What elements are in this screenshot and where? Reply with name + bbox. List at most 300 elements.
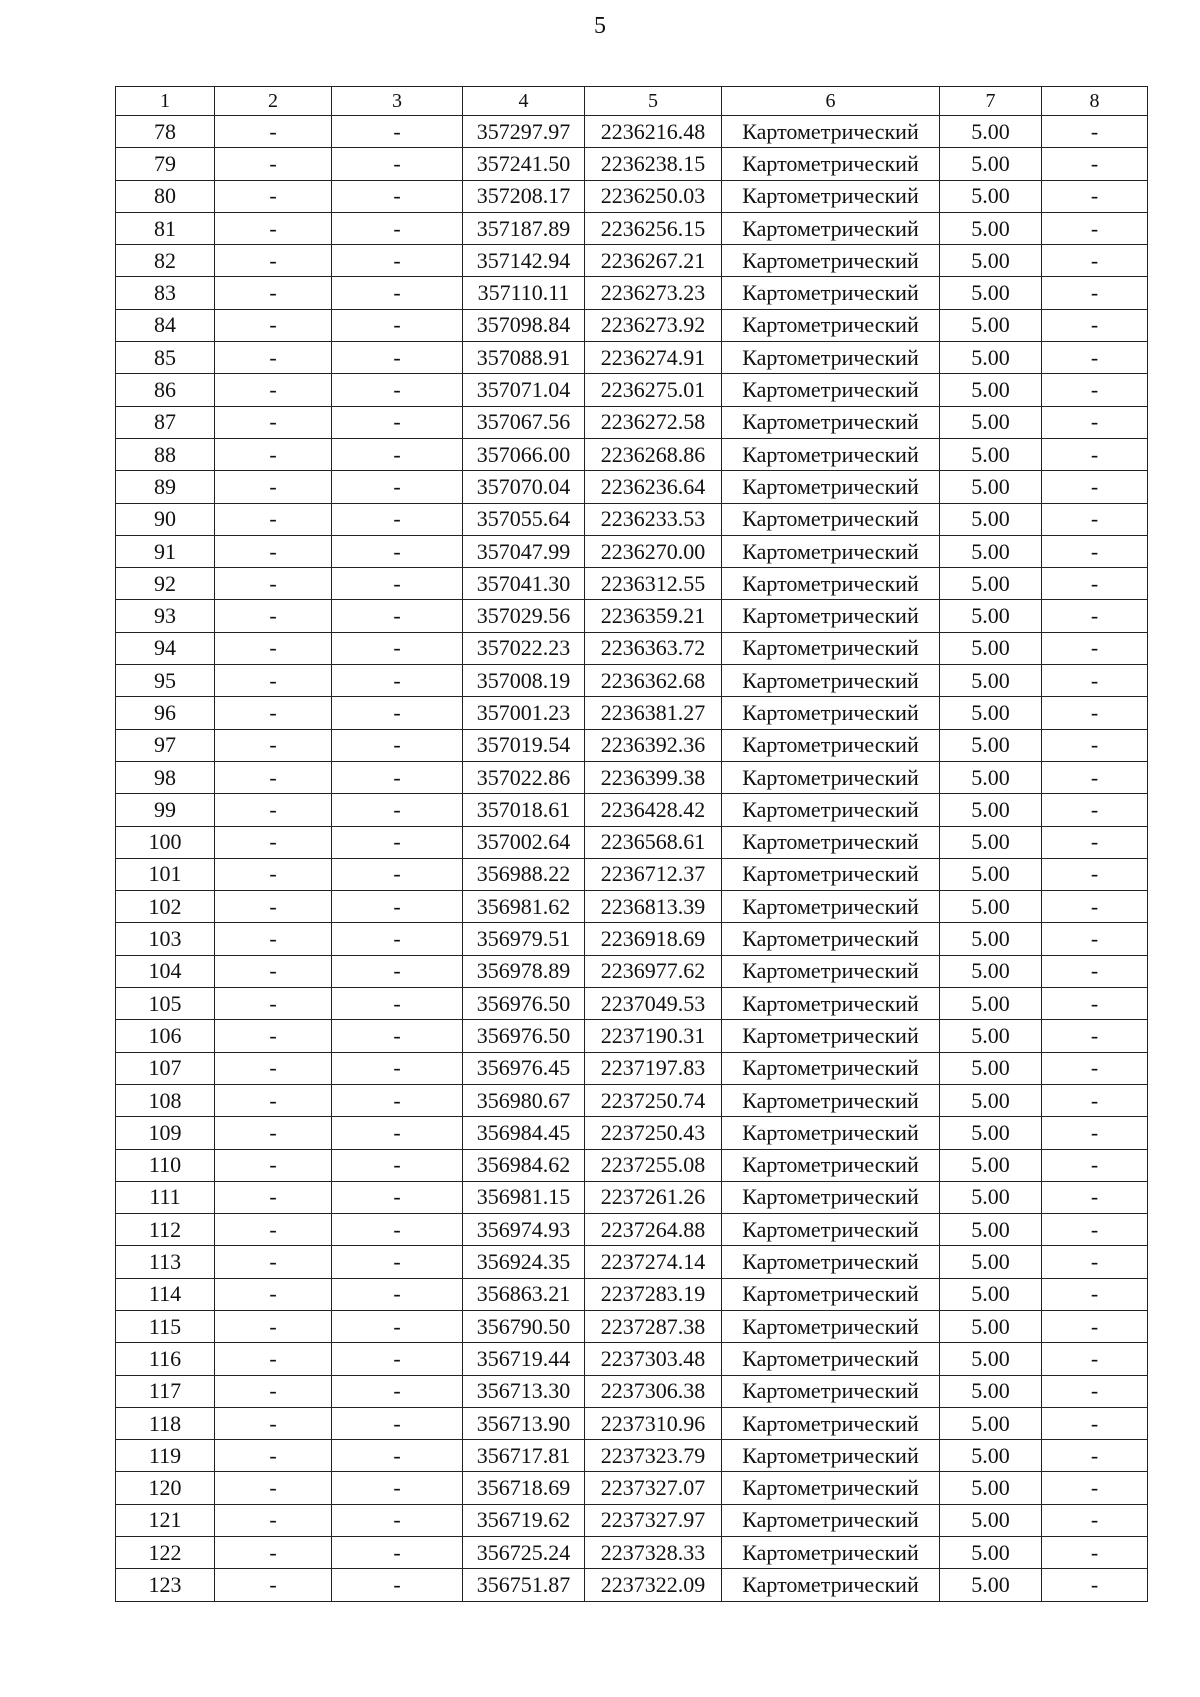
col3-cell: - <box>332 309 463 341</box>
col2-cell: - <box>215 826 332 858</box>
column-header: 8 <box>1042 87 1148 116</box>
method-cell: Картометрический <box>722 1569 940 1601</box>
point-number-cell: 110 <box>116 1149 215 1181</box>
col8-cell: - <box>1042 729 1148 761</box>
col2-cell: - <box>215 277 332 309</box>
col3-cell: - <box>332 1375 463 1407</box>
accuracy-cell: 5.00 <box>940 858 1042 890</box>
col2-cell: - <box>215 1149 332 1181</box>
method-cell: Картометрический <box>722 438 940 470</box>
point-number-cell: 116 <box>116 1343 215 1375</box>
method-cell: Картометрический <box>722 761 940 793</box>
table-header-row <box>116 87 1148 116</box>
x-coordinate-cell: 356719.62 <box>463 1504 585 1536</box>
x-coordinate-cell: 357018.61 <box>463 794 585 826</box>
method-cell: Картометрический <box>722 1472 940 1504</box>
col2-cell: - <box>215 1407 332 1439</box>
coordinates-table <box>115 86 1148 1602</box>
col8-cell: - <box>1042 535 1148 567</box>
col2-cell: - <box>215 923 332 955</box>
y-coordinate-cell: 2237327.07 <box>585 1472 722 1504</box>
method-cell: Картометрический <box>722 1278 940 1310</box>
col3-cell: - <box>332 1278 463 1310</box>
x-coordinate-cell: 356980.67 <box>463 1084 585 1116</box>
page-number: 5 <box>594 13 606 39</box>
x-coordinate-cell: 357071.04 <box>463 374 585 406</box>
col8-cell: - <box>1042 697 1148 729</box>
point-number-cell: 120 <box>116 1472 215 1504</box>
y-coordinate-cell: 2237261.26 <box>585 1181 722 1213</box>
method-cell: Картометрический <box>722 665 940 697</box>
x-coordinate-cell: 356974.93 <box>463 1214 585 1246</box>
x-coordinate-cell: 356979.51 <box>463 923 585 955</box>
y-coordinate-cell: 2236273.92 <box>585 309 722 341</box>
col3-cell: - <box>332 1310 463 1342</box>
y-coordinate-cell: 2237049.53 <box>585 988 722 1020</box>
x-coordinate-cell: 357241.50 <box>463 148 585 180</box>
col8-cell: - <box>1042 1343 1148 1375</box>
x-coordinate-cell: 357088.91 <box>463 342 585 374</box>
table-row <box>116 1310 1148 1342</box>
col2-cell: - <box>215 1181 332 1213</box>
table-row <box>116 212 1148 244</box>
y-coordinate-cell: 2236236.64 <box>585 471 722 503</box>
col2-cell: - <box>215 632 332 664</box>
method-cell: Картометрический <box>722 342 940 374</box>
col8-cell: - <box>1042 1084 1148 1116</box>
col3-cell: - <box>332 858 463 890</box>
point-number-cell: 83 <box>116 277 215 309</box>
method-cell: Картометрический <box>722 600 940 632</box>
col3-cell: - <box>332 697 463 729</box>
y-coordinate-cell: 2237322.09 <box>585 1569 722 1601</box>
point-number-cell: 115 <box>116 1310 215 1342</box>
method-cell: Картометрический <box>722 116 940 148</box>
table-row <box>116 535 1148 567</box>
col2-cell: - <box>215 1343 332 1375</box>
table-row <box>116 1569 1148 1601</box>
col2-cell: - <box>215 761 332 793</box>
column-header: 1 <box>116 87 215 116</box>
accuracy-cell: 5.00 <box>940 309 1042 341</box>
accuracy-cell: 5.00 <box>940 826 1042 858</box>
method-cell: Картометрический <box>722 309 940 341</box>
accuracy-cell: 5.00 <box>940 116 1042 148</box>
col8-cell: - <box>1042 245 1148 277</box>
col2-cell: - <box>215 1375 332 1407</box>
method-cell: Картометрический <box>722 826 940 858</box>
y-coordinate-cell: 2236216.48 <box>585 116 722 148</box>
y-coordinate-cell: 2236363.72 <box>585 632 722 664</box>
table-row <box>116 600 1148 632</box>
accuracy-cell: 5.00 <box>940 1310 1042 1342</box>
col2-cell: - <box>215 1052 332 1084</box>
col8-cell: - <box>1042 1375 1148 1407</box>
table-row <box>116 342 1148 374</box>
column-header: 3 <box>332 87 463 116</box>
point-number-cell: 107 <box>116 1052 215 1084</box>
accuracy-cell: 5.00 <box>940 438 1042 470</box>
accuracy-cell: 5.00 <box>940 923 1042 955</box>
accuracy-cell: 5.00 <box>940 1472 1042 1504</box>
y-coordinate-cell: 2236712.37 <box>585 858 722 890</box>
x-coordinate-cell: 356924.35 <box>463 1246 585 1278</box>
col8-cell: - <box>1042 568 1148 600</box>
table-row <box>116 665 1148 697</box>
table-row <box>116 568 1148 600</box>
y-coordinate-cell: 2236399.38 <box>585 761 722 793</box>
accuracy-cell: 5.00 <box>940 600 1042 632</box>
table-row <box>116 826 1148 858</box>
x-coordinate-cell: 356976.50 <box>463 1020 585 1052</box>
method-cell: Картометрический <box>722 1149 940 1181</box>
point-number-cell: 104 <box>116 955 215 987</box>
col3-cell: - <box>332 729 463 761</box>
y-coordinate-cell: 2236238.15 <box>585 148 722 180</box>
x-coordinate-cell: 357047.99 <box>463 535 585 567</box>
point-number-cell: 102 <box>116 891 215 923</box>
col2-cell: - <box>215 1084 332 1116</box>
col3-cell: - <box>332 1149 463 1181</box>
method-cell: Картометрический <box>722 148 940 180</box>
table-row <box>116 891 1148 923</box>
method-cell: Картометрический <box>722 858 940 890</box>
table-row <box>116 794 1148 826</box>
table-body <box>116 116 1148 1602</box>
point-number-cell: 95 <box>116 665 215 697</box>
method-cell: Картометрический <box>722 1537 940 1569</box>
table-row <box>116 1375 1148 1407</box>
method-cell: Картометрический <box>722 1375 940 1407</box>
y-coordinate-cell: 2237250.74 <box>585 1084 722 1116</box>
table-row <box>116 180 1148 212</box>
y-coordinate-cell: 2237327.97 <box>585 1504 722 1536</box>
x-coordinate-cell: 356988.22 <box>463 858 585 890</box>
x-coordinate-cell: 356751.87 <box>463 1569 585 1601</box>
table-row <box>116 729 1148 761</box>
method-cell: Картометрический <box>722 1310 940 1342</box>
x-coordinate-cell: 357022.86 <box>463 761 585 793</box>
x-coordinate-cell: 356725.24 <box>463 1537 585 1569</box>
y-coordinate-cell: 2236359.21 <box>585 600 722 632</box>
col3-cell: - <box>332 761 463 793</box>
col8-cell: - <box>1042 794 1148 826</box>
x-coordinate-cell: 357098.84 <box>463 309 585 341</box>
col3-cell: - <box>332 1246 463 1278</box>
col3-cell: - <box>332 923 463 955</box>
col8-cell: - <box>1042 955 1148 987</box>
method-cell: Картометрический <box>722 891 940 923</box>
col8-cell: - <box>1042 1537 1148 1569</box>
x-coordinate-cell: 357022.23 <box>463 632 585 664</box>
col2-cell: - <box>215 568 332 600</box>
method-cell: Картометрический <box>722 1440 940 1472</box>
table-row <box>116 1504 1148 1536</box>
x-coordinate-cell: 356976.45 <box>463 1052 585 1084</box>
col3-cell: - <box>332 374 463 406</box>
col8-cell: - <box>1042 600 1148 632</box>
method-cell: Картометрический <box>722 1214 940 1246</box>
col2-cell: - <box>215 1310 332 1342</box>
method-cell: Картометрический <box>722 988 940 1020</box>
y-coordinate-cell: 2236267.21 <box>585 245 722 277</box>
point-number-cell: 94 <box>116 632 215 664</box>
col8-cell: - <box>1042 503 1148 535</box>
col2-cell: - <box>215 1117 332 1149</box>
y-coordinate-cell: 2236428.42 <box>585 794 722 826</box>
method-cell: Картометрический <box>722 180 940 212</box>
accuracy-cell: 5.00 <box>940 988 1042 1020</box>
table-row <box>116 858 1148 890</box>
method-cell: Картометрический <box>722 277 940 309</box>
table-row <box>116 923 1148 955</box>
point-number-cell: 121 <box>116 1504 215 1536</box>
col3-cell: - <box>332 535 463 567</box>
accuracy-cell: 5.00 <box>940 245 1042 277</box>
col2-cell: - <box>215 729 332 761</box>
col8-cell: - <box>1042 1569 1148 1601</box>
col3-cell: - <box>332 1117 463 1149</box>
col2-cell: - <box>215 1214 332 1246</box>
col8-cell: - <box>1042 1149 1148 1181</box>
table-row <box>116 245 1148 277</box>
table-row <box>116 1020 1148 1052</box>
accuracy-cell: 5.00 <box>940 212 1042 244</box>
accuracy-cell: 5.00 <box>940 891 1042 923</box>
col2-cell: - <box>215 891 332 923</box>
x-coordinate-cell: 356981.62 <box>463 891 585 923</box>
accuracy-cell: 5.00 <box>940 1440 1042 1472</box>
col8-cell: - <box>1042 1440 1148 1472</box>
method-cell: Картометрический <box>722 568 940 600</box>
col3-cell: - <box>332 212 463 244</box>
col3-cell: - <box>332 632 463 664</box>
col3-cell: - <box>332 406 463 438</box>
accuracy-cell: 5.00 <box>940 1246 1042 1278</box>
col2-cell: - <box>215 955 332 987</box>
table-row <box>116 1278 1148 1310</box>
col2-cell: - <box>215 665 332 697</box>
column-header: 5 <box>585 87 722 116</box>
col3-cell: - <box>332 180 463 212</box>
x-coordinate-cell: 356981.15 <box>463 1181 585 1213</box>
point-number-cell: 96 <box>116 697 215 729</box>
col8-cell: - <box>1042 116 1148 148</box>
col8-cell: - <box>1042 923 1148 955</box>
method-cell: Картометрический <box>722 794 940 826</box>
method-cell: Картометрический <box>722 374 940 406</box>
col2-cell: - <box>215 600 332 632</box>
y-coordinate-cell: 2237323.79 <box>585 1440 722 1472</box>
col8-cell: - <box>1042 212 1148 244</box>
table-row <box>116 632 1148 664</box>
accuracy-cell: 5.00 <box>940 1214 1042 1246</box>
point-number-cell: 81 <box>116 212 215 244</box>
method-cell: Картометрический <box>722 1407 940 1439</box>
x-coordinate-cell: 356719.44 <box>463 1343 585 1375</box>
col2-cell: - <box>215 1440 332 1472</box>
x-coordinate-cell: 356718.69 <box>463 1472 585 1504</box>
x-coordinate-cell: 357008.19 <box>463 665 585 697</box>
table-row <box>116 1181 1148 1213</box>
table-row <box>116 116 1148 148</box>
point-number-cell: 101 <box>116 858 215 890</box>
x-coordinate-cell: 357142.94 <box>463 245 585 277</box>
x-coordinate-cell: 356790.50 <box>463 1310 585 1342</box>
x-coordinate-cell: 357002.64 <box>463 826 585 858</box>
accuracy-cell: 5.00 <box>940 277 1042 309</box>
col2-cell: - <box>215 438 332 470</box>
y-coordinate-cell: 2237274.14 <box>585 1246 722 1278</box>
method-cell: Картометрический <box>722 471 940 503</box>
y-coordinate-cell: 2237250.43 <box>585 1117 722 1149</box>
accuracy-cell: 5.00 <box>940 1343 1042 1375</box>
y-coordinate-cell: 2237310.96 <box>585 1407 722 1439</box>
col8-cell: - <box>1042 891 1148 923</box>
y-coordinate-cell: 2236381.27 <box>585 697 722 729</box>
col2-cell: - <box>215 697 332 729</box>
accuracy-cell: 5.00 <box>940 1052 1042 1084</box>
col8-cell: - <box>1042 1214 1148 1246</box>
method-cell: Картометрический <box>722 1343 940 1375</box>
col8-cell: - <box>1042 761 1148 793</box>
point-number-cell: 88 <box>116 438 215 470</box>
col2-cell: - <box>215 1537 332 1569</box>
method-cell: Картометрический <box>722 955 940 987</box>
point-number-cell: 112 <box>116 1214 215 1246</box>
point-number-cell: 109 <box>116 1117 215 1149</box>
col3-cell: - <box>332 1569 463 1601</box>
accuracy-cell: 5.00 <box>940 471 1042 503</box>
table-row <box>116 309 1148 341</box>
method-cell: Картометрический <box>722 1084 940 1116</box>
y-coordinate-cell: 2237255.08 <box>585 1149 722 1181</box>
table-row <box>116 988 1148 1020</box>
col8-cell: - <box>1042 1117 1148 1149</box>
accuracy-cell: 5.00 <box>940 1504 1042 1536</box>
accuracy-cell: 5.00 <box>940 955 1042 987</box>
point-number-cell: 91 <box>116 535 215 567</box>
method-cell: Картометрический <box>722 729 940 761</box>
col2-cell: - <box>215 116 332 148</box>
col3-cell: - <box>332 1537 463 1569</box>
col3-cell: - <box>332 1181 463 1213</box>
table-row <box>116 471 1148 503</box>
x-coordinate-cell: 357055.64 <box>463 503 585 535</box>
table-row <box>116 1246 1148 1278</box>
y-coordinate-cell: 2237306.38 <box>585 1375 722 1407</box>
col3-cell: - <box>332 1504 463 1536</box>
point-number-cell: 80 <box>116 180 215 212</box>
col8-cell: - <box>1042 1310 1148 1342</box>
x-coordinate-cell: 357067.56 <box>463 406 585 438</box>
y-coordinate-cell: 2237283.19 <box>585 1278 722 1310</box>
y-coordinate-cell: 2236270.00 <box>585 535 722 567</box>
x-coordinate-cell: 357297.97 <box>463 116 585 148</box>
x-coordinate-cell: 356863.21 <box>463 1278 585 1310</box>
method-cell: Картометрический <box>722 406 940 438</box>
column-header: 7 <box>940 87 1042 116</box>
col8-cell: - <box>1042 471 1148 503</box>
col2-cell: - <box>215 374 332 406</box>
col3-cell: - <box>332 116 463 148</box>
point-number-cell: 105 <box>116 988 215 1020</box>
table-row <box>116 1214 1148 1246</box>
col8-cell: - <box>1042 406 1148 438</box>
col8-cell: - <box>1042 665 1148 697</box>
col8-cell: - <box>1042 1504 1148 1536</box>
x-coordinate-cell: 356978.89 <box>463 955 585 987</box>
accuracy-cell: 5.00 <box>940 697 1042 729</box>
y-coordinate-cell: 2236362.68 <box>585 665 722 697</box>
col2-cell: - <box>215 1020 332 1052</box>
col2-cell: - <box>215 180 332 212</box>
table-row <box>116 1084 1148 1116</box>
point-number-cell: 89 <box>116 471 215 503</box>
point-number-cell: 90 <box>116 503 215 535</box>
table-row <box>116 1117 1148 1149</box>
col2-cell: - <box>215 309 332 341</box>
col3-cell: - <box>332 342 463 374</box>
col2-cell: - <box>215 988 332 1020</box>
x-coordinate-cell: 357187.89 <box>463 212 585 244</box>
col3-cell: - <box>332 988 463 1020</box>
point-number-cell: 93 <box>116 600 215 632</box>
col8-cell: - <box>1042 309 1148 341</box>
col8-cell: - <box>1042 180 1148 212</box>
col2-cell: - <box>215 858 332 890</box>
col3-cell: - <box>332 438 463 470</box>
col3-cell: - <box>332 600 463 632</box>
y-coordinate-cell: 2236273.23 <box>585 277 722 309</box>
col2-cell: - <box>215 503 332 535</box>
point-number-cell: 123 <box>116 1569 215 1601</box>
column-header: 6 <box>722 87 940 116</box>
x-coordinate-cell: 357019.54 <box>463 729 585 761</box>
accuracy-cell: 5.00 <box>940 729 1042 761</box>
accuracy-cell: 5.00 <box>940 503 1042 535</box>
x-coordinate-cell: 356984.62 <box>463 1149 585 1181</box>
point-number-cell: 85 <box>116 342 215 374</box>
table-row <box>116 406 1148 438</box>
col3-cell: - <box>332 955 463 987</box>
table-row <box>116 1149 1148 1181</box>
point-number-cell: 98 <box>116 761 215 793</box>
y-coordinate-cell: 2236275.01 <box>585 374 722 406</box>
accuracy-cell: 5.00 <box>940 406 1042 438</box>
method-cell: Картометрический <box>722 697 940 729</box>
y-coordinate-cell: 2236312.55 <box>585 568 722 600</box>
y-coordinate-cell: 2237328.33 <box>585 1537 722 1569</box>
point-number-cell: 100 <box>116 826 215 858</box>
col3-cell: - <box>332 1472 463 1504</box>
col8-cell: - <box>1042 826 1148 858</box>
method-cell: Картометрический <box>722 1020 940 1052</box>
col3-cell: - <box>332 891 463 923</box>
y-coordinate-cell: 2237303.48 <box>585 1343 722 1375</box>
col3-cell: - <box>332 1343 463 1375</box>
accuracy-cell: 5.00 <box>940 1375 1042 1407</box>
col8-cell: - <box>1042 858 1148 890</box>
col8-cell: - <box>1042 277 1148 309</box>
col3-cell: - <box>332 1407 463 1439</box>
accuracy-cell: 5.00 <box>940 568 1042 600</box>
col8-cell: - <box>1042 1246 1148 1278</box>
point-number-cell: 79 <box>116 148 215 180</box>
point-number-cell: 87 <box>116 406 215 438</box>
accuracy-cell: 5.00 <box>940 1537 1042 1569</box>
y-coordinate-cell: 2236977.62 <box>585 955 722 987</box>
